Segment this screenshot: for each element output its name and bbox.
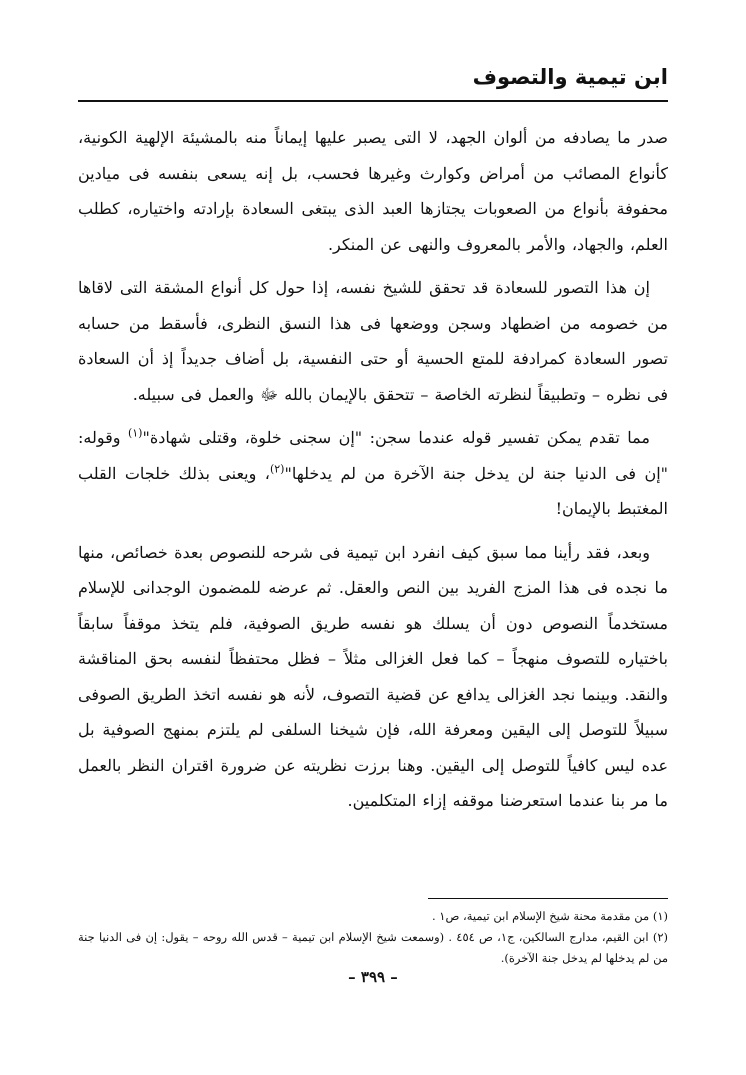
paragraph-3 [78, 420, 668, 527]
footnote-2: (٢) ابن القيم، مدارج السالكين، ج١، ص ٤٥٤ . (وسمعت شيخ الإسلام ابن تيمية – قدس الله روحه – يقول: إن فى الدنيا جنة من لم يدخلها لم يدخل جنة الآخرة). [78, 930, 668, 965]
header-rule [78, 100, 668, 102]
running-header-title: ابن تيمية والتصوف [472, 65, 668, 89]
body-text [78, 120, 668, 827]
paragraph-4: وبعد، فقد رأينا مما سبق كيف انفرد ابن تيمية فى شرحه للنصوص بعدة خصائص، منها ما نجده فى هذا المزج الفريد بين النص والعقل. ثم عرضه للمضمون الوجدانى للإسلام مستخدماً النصوص دون أن يسلك هو نفسه طريق الصوفية، فلم يتخذ موقفاً سابقاً باختياره للتصوف منهجاً – كما فعل الغزالى مثلاً – فظل محتفظاً لنفسه بحق المناقشة والنقد. وبينما نجد الغزالى يدافع عن قضية التصوف، لأنه هو نفسه اتخذ الطريق الصوفى سبيلاً للتوصل إلى اليقين ومعرفة الله، فإن شيخنا السلفى لم يلتزم بمنهج الصوفية بل عده ليس كافياً للتوصل إلى اليقين. وهنا برزت نظريته عن ضرورة اقتران النظر بالعمل ما مر بنا عندما استعرضنا موقفه إزاء المتكلمين. [78, 542, 668, 810]
paragraph-3-part-1: مما تقدم يمكن تفسير قوله عندما سجن: "إن سجنى خلوة، وقتلى شهادة" [142, 428, 650, 447]
footnotes [78, 906, 668, 969]
footnote-ref-1[interactable]: (١) [127, 426, 143, 440]
paragraph-3-part-3: ، ويعنى بذلك خلجات القلب المغتبط بالإيمان! [78, 463, 668, 518]
paragraph-2: إن هذا التصور للسعادة قد تحقق للشيخ نفسه، إذا حول كل أنواع المشقة التى لاقاها من خصومه من اضطهاد وسجن ووضعها فى هذا النسق النظرى، فأسقط من حسابه تصور السعادة كمرادفة للمتع الحسية أو حتى النفسية، بل أضاف جديداً إذ أن السعادة فى نظره – وتطبيقاً لنظرته الخاصة – تتحقق بالإيمان بالله ﷻ والعمل فى سبيله. [78, 278, 668, 404]
footnote-ref-2[interactable]: (٢) [269, 462, 285, 476]
paragraph-3-part-2: وقوله: "إن فى الدنيا جنة لن يدخل جنة الآخرة من لم يدخلها" [78, 428, 669, 483]
paragraph-1: صدر ما يصادفه من ألوان الجهد، لا التى يصبر عليها إيماناً منه بالمشيئة الإلهية الكونية، كأنواع المصائب من أمراض وكوارث وغيرها فحسب، بل إنه يسعى بنفسه فى ميادين محفوفة بأنواع من الصعوبات يجتازها العبد الذى يبتغى السعادة بإرادته واختياره، كطلب العلم، والجهاد، والأمر بالمعروف والنهى عن المنكر. [78, 128, 668, 254]
footnote-rule [428, 898, 668, 899]
footnote-1: (١) من مقدمة محنة شيخ الإسلام ابن تيمية، ص١ . [431, 909, 668, 923]
page-number: – ٣٩٩ – [348, 968, 398, 986]
